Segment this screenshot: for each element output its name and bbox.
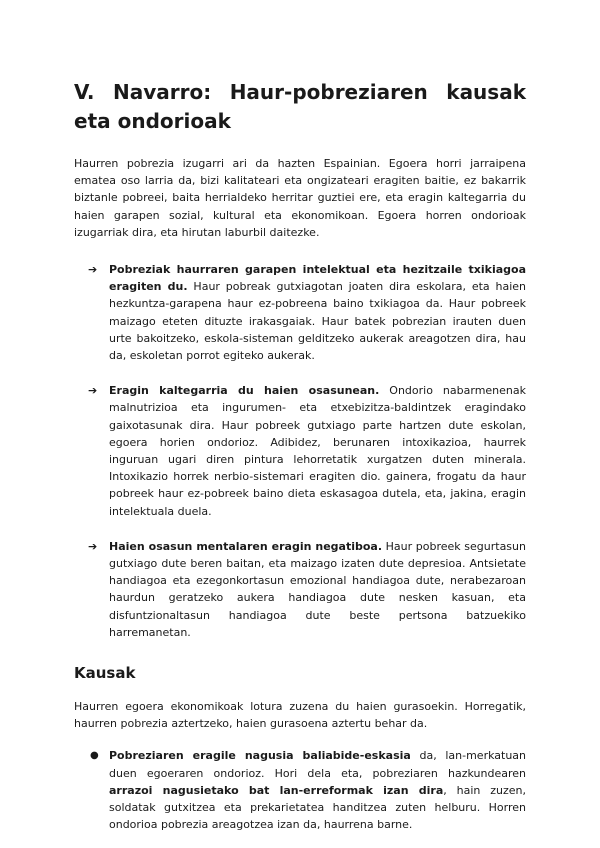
list-item-text: da, lan-merkatuan duen egoeraren ondorioz. Hori dela eta, pobreziaren hazkundearen xyxy=(109,749,527,780)
document-page xyxy=(74,78,526,834)
list-item-heading: Pobreziak haurraren garapen intelektual eta hezitzaile txikiagoa eragiten du. xyxy=(109,263,526,294)
list-item-heading: Haien osasun mentalaren eragin negatiboa. xyxy=(109,539,383,553)
list-item-emphasis: arrazoi nagusietako bat lan-erreformak izan dira xyxy=(109,783,444,797)
causes-list xyxy=(74,747,526,833)
list-item xyxy=(74,747,526,833)
intro-paragraph: Haurren pobrezia izugarri ari da hazten Espainian. Egoera horri jarraipena ematea oso larria da, bizi kalitateari eta ongizateari eragiten baitie, ez bakarrik biztanle pobreei, baita herrialdeko herritar guztiei ere, eta eragin kaltegarria du haien garapen sozial, kultural eta ekonomikoan. Egoera horren ondorioak izugarriak dira, eta hirutan laburbil daitezke. xyxy=(74,157,526,239)
page-title: V. Navarro: Haur-pobreziaren kausak eta ondorioak xyxy=(74,80,526,133)
list-item-text: Ondorio nabarmenenak malnutrizioa eta ingurumen- eta etxebizitza-baldintzek eragindako gaixotasunak dira. Haur pobreek gutxiago parte hartzen dute eskolan, egoera horien ondorioz. Adibidez, berunaren intoxikazioa, haurrek inguruan ugari diren pintura lehorretatik xurgatzen duten minerala. Intoxikazio horrek nerbio-sistemari eragiten dio. gainera, frogatu da haur pobreek haur ez-pobreek baino dieta eskasagoa dutela, eta, jakina, eragin intelektuala duela. xyxy=(109,384,526,518)
list-item-text: Haur pobreek segurtasun gutxiago dute beren baitan, eta maizago izaten dute depresioa. Antsietate handiagoa eta ezegonkortasun emozional handiagoa dute, nerabezaroan haurdun geratzeko aukera handiagoa dute nesken kasuan, eta disfuntzionaltasun handiagoa dute beste pertsona batzuekiko harremanetan. xyxy=(109,539,526,639)
list-item-heading: Eragin kaltegarria du haien osasunean. xyxy=(109,384,380,398)
list-item-text: , hain zuzen, soldatak gutxitzea eta prekarietatea handitzea zuten helburu. Horren ondorioa pobrezia areagotzea izan da, haurrena barne. xyxy=(109,783,526,832)
list-item xyxy=(74,261,526,364)
list-item xyxy=(74,538,526,641)
arrow-icon: ➔ xyxy=(88,263,98,277)
causes-intro-paragraph: Haurren egoera ekonomikoak lotura zuzena du haien gurasoekin. Horregatik, haurren pobrezia aztertzeko, haien gurasoena aztertu behar da. xyxy=(74,700,526,731)
consequences-list xyxy=(74,261,526,641)
list-item-text: Haur pobreak gutxiagotan joaten dira eskolara, eta haien hezkuntza-garapena haur ez-pobreena baino txikiagoa da. Haur pobreek maizago eteten dituzte irakasgaiak. Haur batek pobrezian irauten duen urte bakoitzeko, eskola-sisteman gelditzeko aukerak areagotzen dira, hau da, eskoletan porrot egiteko aukerak. xyxy=(109,280,527,363)
list-item xyxy=(74,382,526,520)
list-item-heading: Pobreziaren eragile nagusia baliabide-eskasia xyxy=(109,749,411,763)
arrow-icon: ➔ xyxy=(88,384,98,398)
causes-heading: Kausak xyxy=(74,664,136,683)
bullet-icon: ● xyxy=(90,750,99,762)
arrow-icon: ➔ xyxy=(88,539,98,553)
